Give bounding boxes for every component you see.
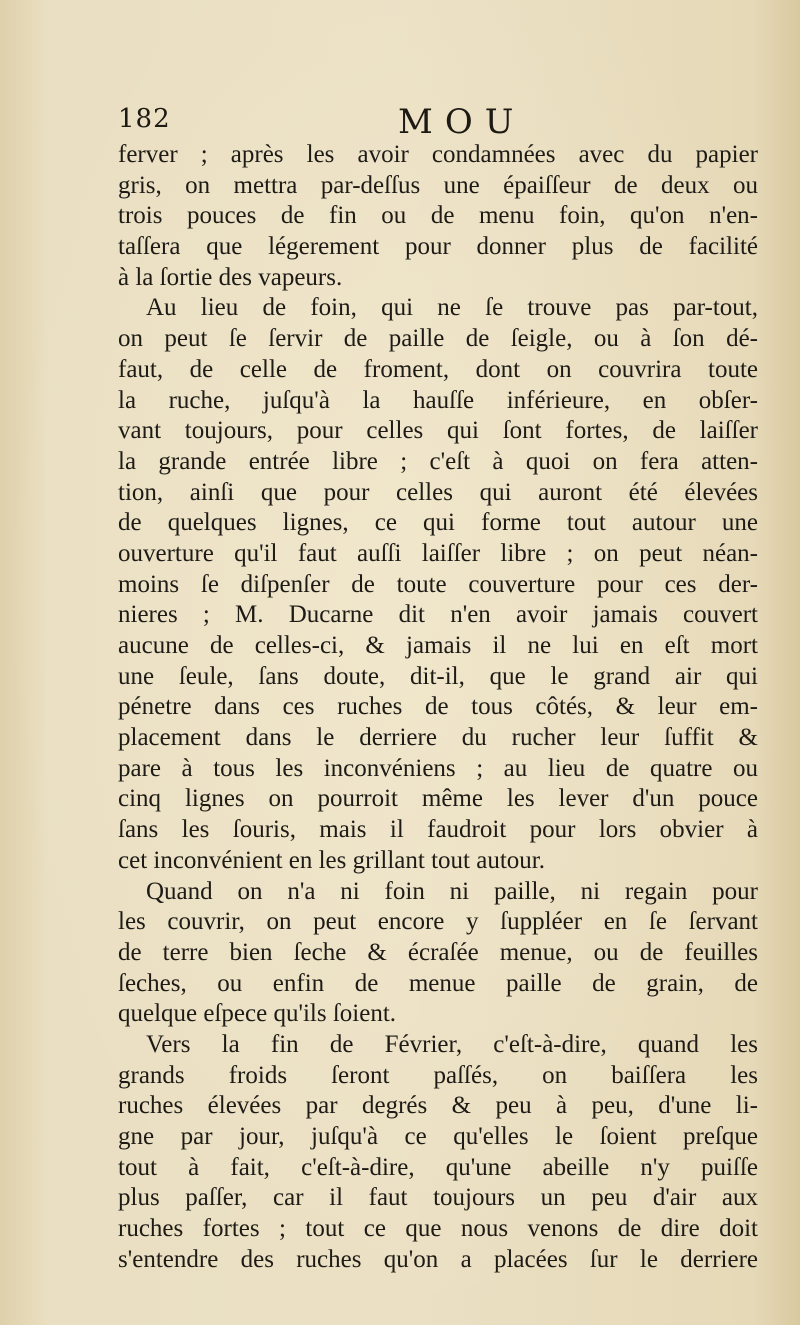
text-line: Quand on n'a ni foin ni paille, ni regain pour [146, 877, 758, 905]
text-line: cinq lignes on pourroit même les lever d'un pouce [118, 785, 758, 813]
text-line: pénetre dans ces ruches de tous côtés, & leur em- [118, 693, 758, 721]
text-line: Au lieu de foin, qui ne ſe trouve pas par-tout, [146, 294, 758, 322]
text-line: plus paſſer, car il faut toujours un peu d'air aux [118, 1184, 758, 1212]
text-line: ouverture qu'il faut auſſi laiſſer libre ; on peut néan- [118, 539, 758, 567]
text-line: taſſera que légerement pour donner plus de facilité [118, 233, 758, 261]
text-line: ſans les ſouris, mais il faudroit pour lors obvier à [118, 816, 758, 844]
text-line: la grande entrée libre ; c'eſt à quoi on fera atten- [118, 447, 758, 475]
text-line: de terre bien ſeche & écraſée menue, ou de feuilles [118, 938, 758, 966]
text-line: gris, on mettra par-deſſus une épaiſſeur de deux ou [118, 171, 758, 199]
paragraph [118, 140, 758, 293]
text-line: nieres ; M. Ducarne dit n'en avoir jamais couvert [118, 601, 758, 629]
paragraph [118, 293, 758, 876]
text-line: de quelques lignes, ce qui forme tout autour une [118, 509, 758, 537]
text-line: gne par jour, juſqu'à ce qu'elles le ſoient preſque [118, 1123, 758, 1150]
text-line: moins ſe diſpenſer de toute couverture pour ces der- [118, 570, 758, 598]
running-head: MOU [398, 102, 526, 142]
body-text [118, 140, 758, 1275]
text-line: faut, de celle de froment, dont on couvrira toute [118, 355, 758, 383]
text-line: ferver ; après les avoir condamnées avec du papier [118, 141, 758, 168]
text-line: placement dans le derriere du rucher leur ſuffit & [118, 724, 758, 752]
text-line: Vers la fin de Février, c'eſt-à-dire, quand les [146, 1030, 758, 1058]
paragraph [118, 877, 758, 1030]
text-line: on peut ſe ſervir de paille de ſeigle, ou à ſon dé- [118, 325, 758, 353]
text-line: la ruche, juſqu'à la hauſſe inférieure, en obſer- [118, 386, 758, 414]
text-line: cet inconvénient en les grillant tout autour. [118, 846, 545, 874]
page-number: 182 [118, 104, 171, 134]
text-line: aucune de celles-ci, & jamais il ne lui en eſt mort [118, 632, 758, 659]
text-line: s'entendre des ruches qu'on a placées ſur le derriere [118, 1245, 758, 1273]
text-line: tout à fait, c'eſt-à-dire, qu'une abeille n'y puiſſe [118, 1153, 758, 1181]
text-line: quelque eſpece qu'ils ſoient. [118, 1000, 397, 1028]
text-line: les couvrir, on peut encore y ſuppléer en ſe ſervant [118, 908, 758, 936]
text-line: vant toujours, pour celles qui ſont fortes, de laiſſer [118, 417, 758, 445]
page-header [118, 102, 758, 142]
text-line: pare à tous les inconvéniens ; au lieu de quatre ou [118, 754, 758, 782]
text-line: ruches élevées par degrés & peu à peu, d'une li- [118, 1092, 758, 1120]
text-line: à la ſortie des vapeurs. [118, 263, 343, 291]
text-line: grands froids ſeront paſſés, on baiſſera les [118, 1061, 758, 1089]
text-line: ruches fortes ; tout ce que nous venons de dire doit [118, 1215, 758, 1243]
text-line: tion, ainſi que pour celles qui auront été élevées [118, 478, 758, 506]
text-line: trois pouces de fin ou de menu foin, qu'on n'en- [118, 202, 758, 230]
text-line: ſeches, ou enfin de menue paille de grain, de [118, 969, 758, 997]
text-line: une ſeule, ſans doute, dit-il, que le grand air qui [118, 662, 758, 690]
paragraph [118, 1030, 758, 1276]
